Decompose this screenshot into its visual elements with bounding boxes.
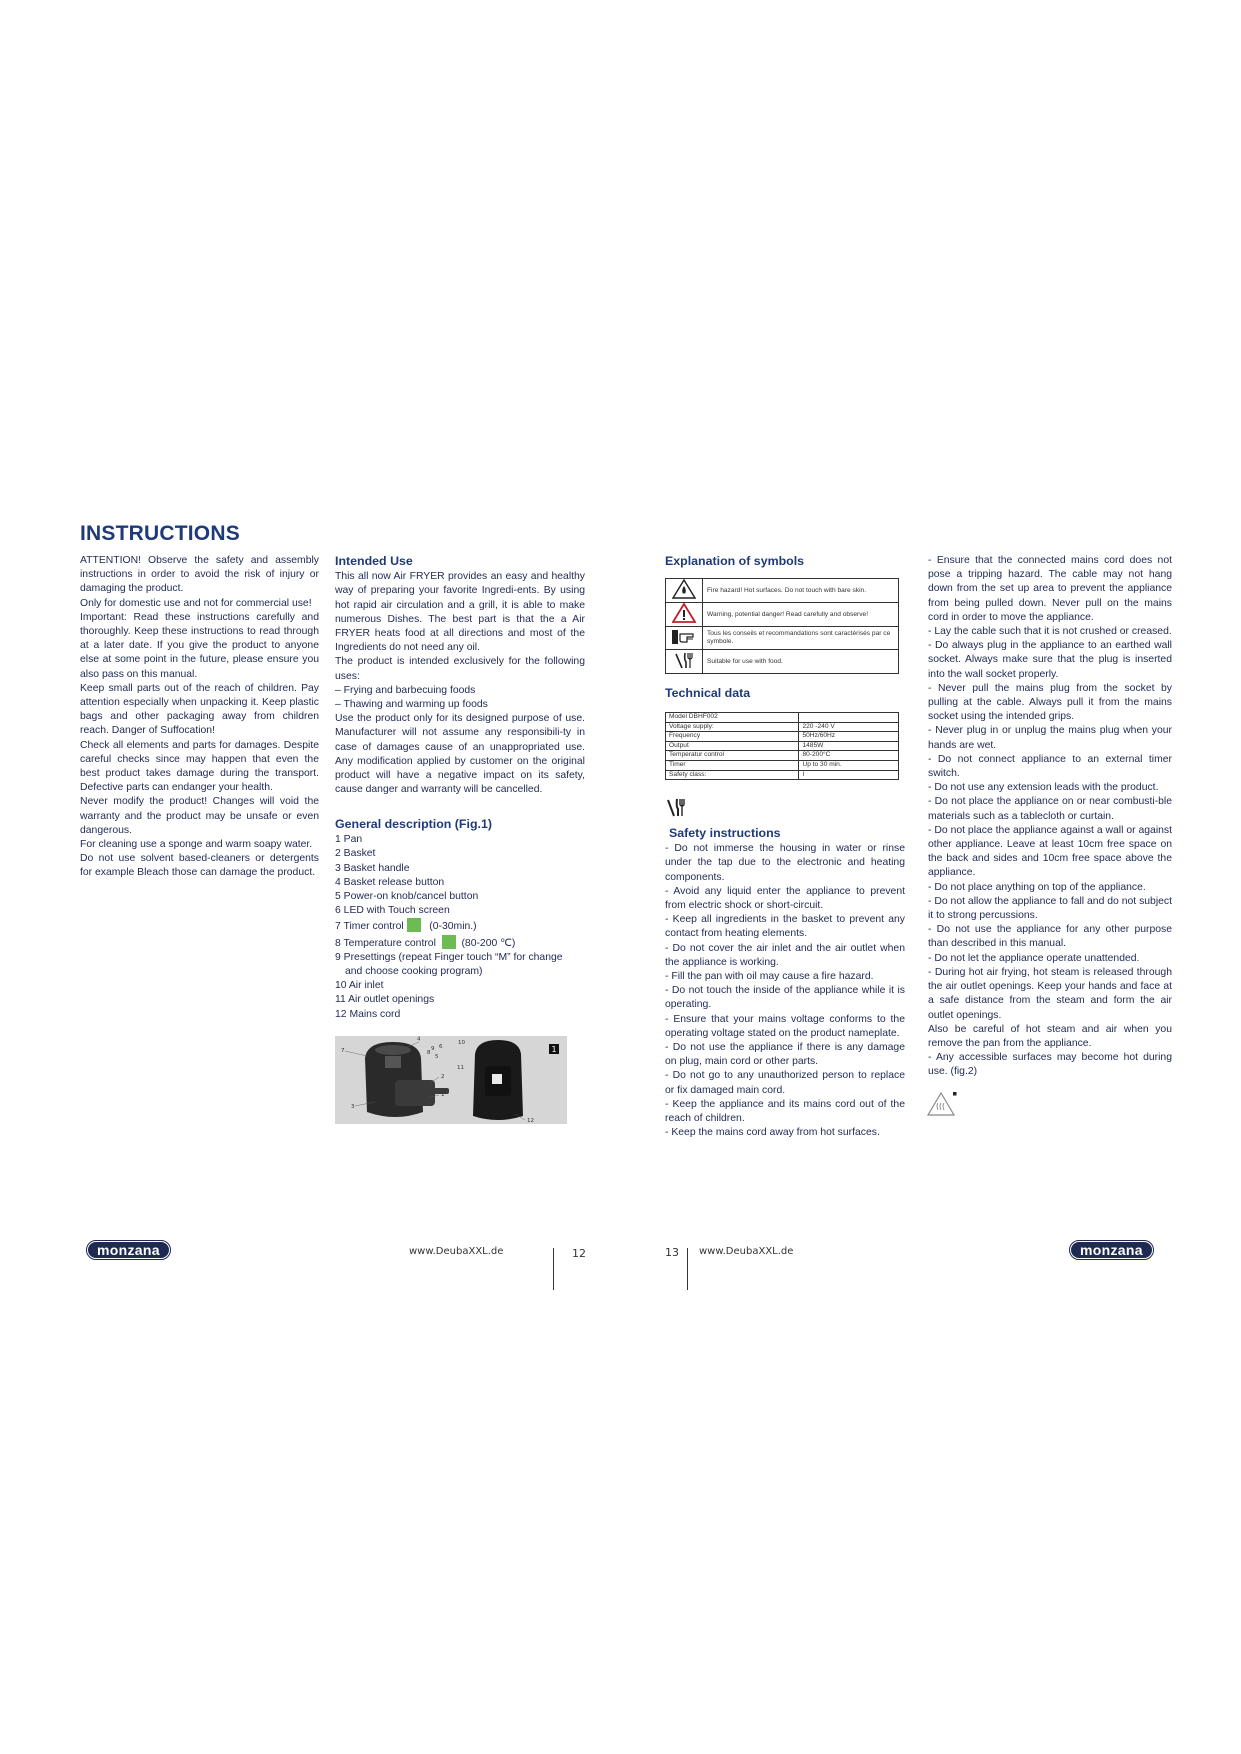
symbol-row	[666, 579, 899, 603]
symbols-heading: Explanation of symbols	[665, 554, 805, 568]
safety-item: - Ensure that your mains voltage conforms to the operating voltage stated on the product nameplate.	[665, 1013, 905, 1039]
fire-hazard-icon	[672, 579, 696, 599]
safety-item: - Keep the mains cord away from hot surfaces.	[665, 1127, 880, 1139]
tech-label: Voltage supply:	[666, 722, 799, 732]
tech-label: Temperatur control	[666, 751, 799, 761]
callout-number: 10	[458, 1040, 465, 1046]
safety-item: - Any accessible surfaces may become hot during use. (fig.2)	[928, 1052, 1172, 1078]
brand-logo-right	[1069, 1240, 1154, 1260]
safety-item: - Do not place the appliance against a wall or against other appliance. Leave at least 10cm free space on the back and sides and 10cm free space above the appliance.	[928, 824, 1172, 879]
symbol-row	[666, 603, 899, 627]
tech-value: I	[799, 770, 899, 780]
safety-item: - Do not place the appliance on or near combusti-ble materials such as a tablecloth or curtain.	[928, 796, 1172, 822]
use-thawing: – Thawing and warming up foods	[335, 699, 488, 711]
paragraph-domestic: Only for domestic use and not for commercial use!	[80, 597, 312, 609]
temperature-range: (80-200 ℃)	[461, 937, 516, 949]
symbol-icon-cell	[666, 579, 703, 603]
paragraph-attention: ATTENTION! Observe the safety and assembly instructions in order to avoid the risk of injury or damaging the product.	[80, 555, 319, 595]
callout-number: 4	[417, 1036, 421, 1043]
column-safety-continued	[928, 554, 1172, 1080]
part-item: 1 Pan	[335, 834, 363, 846]
brand-logo-text: monzana	[88, 1242, 169, 1258]
tech-label: Model DBHF002	[666, 713, 799, 723]
paragraph-important: Important: Read these instructions carefully and thoroughly. Keep these instructions to read through at a later date. If you give the product to anyone else at some point in the future, please ensure you also pass on this manual.	[80, 611, 319, 680]
technical-data-table	[665, 712, 899, 780]
part-item: 11 Air outlet openings	[335, 994, 435, 1006]
safety-item: - Keep all ingredients in the basket to prevent any contact from heating elements.	[665, 914, 905, 940]
safety-heading: Safety instructions	[669, 826, 781, 840]
tech-row	[666, 722, 899, 732]
page-divider	[687, 1248, 688, 1290]
tech-row	[666, 751, 899, 761]
safety-item: - Do not cover the air inlet and the air outlet when the appliance is working.	[665, 942, 905, 968]
part-item: and choose cooking program)	[345, 966, 483, 978]
symbol-icon-cell	[666, 627, 703, 650]
symbol-text: Tous les conseils et recommandations sont caractérisés par ce symbole.	[703, 627, 899, 650]
safety-item: - During hot air frying, hot steam is released through the air outlet openings. Keep your hands and face at a safe distance from the steam and form the air outlet openings.	[928, 966, 1172, 1021]
safety-item: - Never plug in or unplug the mains plug when your hands are wet.	[928, 725, 1172, 751]
symbol-icon-cell	[666, 603, 703, 627]
symbols-table	[665, 578, 899, 674]
column-attention	[80, 554, 319, 881]
footer-url-right[interactable]: www.DeubaXXL.de	[699, 1246, 794, 1257]
paragraph-small-parts: Keep small parts out of the reach of children. Pay attention especially when unpacking it. Keep plastic bags and other packaging away from children reach. Danger of Suffocation!	[80, 682, 319, 737]
tech-value: 1485W	[799, 741, 899, 751]
tech-label: Output	[666, 741, 799, 751]
safety-item: - Do not go to any unauthorized person to replace or fix damaged main cord.	[665, 1070, 905, 1096]
symbol-row	[666, 650, 899, 674]
food-safe-icon	[673, 650, 695, 670]
technical-data-heading: Technical data	[665, 686, 751, 700]
tech-label: Frequency	[666, 732, 799, 742]
page-divider	[553, 1248, 554, 1290]
temperature-label: 8 Temperature control	[335, 937, 436, 949]
paragraph-solvent: Do not use solvent based-cleaners or detergents for example Bleach those can damage the product.	[80, 853, 319, 879]
paragraph-intended-1: This all now Air FRYER provides an easy and healthy way of preparing your favorite Ingredi-ents. By using hot rapid air circulation and a grill, it is able to make numerous Dishes. The best part is that the a Air FRYER heats food at all directions and most of the Ingredients do not need any oil.	[335, 571, 585, 654]
tech-value	[799, 713, 899, 723]
part-item: 9 Presettings (repeat Finger touch “M” for change	[335, 951, 563, 963]
part-item: 3 Basket handle	[335, 862, 410, 874]
tech-row	[666, 741, 899, 751]
safety-instructions	[665, 826, 905, 1140]
safety-item: Also be careful of hot steam and air when you remove the pan from the appliance.	[928, 1023, 1172, 1049]
tech-row	[666, 713, 899, 723]
tech-label: Safety class:	[666, 770, 799, 780]
tech-value: 80-200°C	[799, 751, 899, 761]
figure-1-air-fryer	[335, 1036, 567, 1124]
hot-surface-icon	[927, 1090, 959, 1118]
safety-item: - Do not place anything on top of the appliance.	[928, 881, 1146, 893]
brand-logo-left	[86, 1240, 171, 1260]
safety-item: - Fill the pan with oil may cause a fire hazard.	[665, 971, 874, 983]
paragraph-cleaning: For cleaning use a sponge and warm soapy water.	[80, 839, 313, 851]
safety-item: - Do not use any extension leads with the product.	[928, 782, 1159, 794]
callout-number: 9	[431, 1046, 435, 1052]
timer-touch-icon	[407, 918, 421, 932]
safety-item: - Never pull the mains plug from the socket by pulling at the cable. Always pull it from the mains socket using the intended grips.	[928, 682, 1172, 723]
brand-logo-text: monzana	[1071, 1242, 1152, 1258]
safety-item: - Do not connect appliance to an external timer switch.	[928, 753, 1172, 780]
column-intended-use	[335, 554, 585, 797]
footer-url-left[interactable]: www.DeubaXXL.de	[409, 1246, 504, 1257]
general-description	[335, 817, 595, 1022]
temperature-touch-icon	[442, 935, 456, 949]
safety-item: - Lay the cable such that it is not crushed or creased.	[928, 626, 1172, 638]
safety-item: - Avoid any liquid enter the appliance to prevent from electric shock or short-circuit.	[665, 885, 905, 912]
tech-row	[666, 760, 899, 770]
safety-item: - Do always plug in the appliance to an earthed wall socket. Always make sure that the plug is inserted into the wall socket properly.	[928, 640, 1172, 680]
warning-icon	[672, 603, 696, 623]
safety-item: - Do not allow the appliance to fall and do not subject it to strong percussions.	[928, 895, 1172, 922]
callout-number: 6	[439, 1044, 443, 1050]
general-description-heading: General description (Fig.1)	[335, 817, 492, 831]
callout-number: 5	[435, 1054, 439, 1060]
safety-item: - Do not touch the inside of the appliance while it is operating.	[665, 985, 905, 1011]
manual-icon	[671, 628, 697, 646]
air-fryer-illustration	[335, 1036, 567, 1124]
symbol-row	[666, 627, 899, 650]
callout-number: 7	[341, 1048, 345, 1054]
paragraph-intended-2: The product is intended exclusively for the following uses:	[335, 656, 585, 682]
safety-item: - Ensure that the connected mains cord does not pose a tripping hazard. The cable may not hang down from the set up area to prevent the appliance from being pulled down. Never pull on the mains cord in order to move the appliance.	[928, 555, 1172, 623]
part-item: 5 Power-on knob/cancel button	[335, 891, 479, 903]
intended-use-heading: Intended Use	[335, 554, 413, 568]
safety-item: - Do not use the appliance if there is any damage on plug, main cord or other parts.	[665, 1042, 905, 1068]
part-item: 12 Mains cord	[335, 1008, 401, 1020]
timer-label: 7 Timer control	[335, 921, 404, 933]
callout-number: 12	[527, 1118, 534, 1124]
symbol-icon-cell	[666, 650, 703, 674]
symbol-text: Warning, potential danger! Read carefully and observe!	[703, 603, 899, 627]
part-item-timer	[335, 918, 595, 934]
page-number-right: 13	[665, 1246, 679, 1259]
part-item: 2 Basket	[335, 848, 376, 860]
callout-number: 8	[427, 1050, 431, 1056]
timer-range: (0-30min.)	[429, 921, 477, 933]
callout-number: 2	[441, 1074, 445, 1080]
tech-row	[666, 770, 899, 780]
paragraph-intended-3: Use the product only for its designed purpose of use. Manufacturer will not assume any responsibili-ty in case of damages cause of an unappropriated use. Any modification applied by customer on the original product will have a negative impact on its safety, cause danger and warranty will be cancelled.	[335, 713, 585, 796]
page-title: INSTRUCTIONS	[80, 522, 240, 545]
callout-number: 1	[441, 1092, 445, 1098]
tech-label: Timer	[666, 760, 799, 770]
tech-value: 50Hz/60Hz	[799, 732, 899, 742]
part-item: 10 Air inlet	[335, 980, 384, 992]
part-item-temperature	[335, 935, 595, 951]
tech-value: Up to 30 min.	[799, 760, 899, 770]
callout-number: 3	[351, 1104, 355, 1110]
paragraph-never-modify: Never modify the product! Changes will void the warranty and the product may be unsafe or even dangerous.	[80, 796, 319, 836]
symbol-text: Suitable for use with food.	[703, 650, 899, 674]
use-frying: – Frying and barbecuing foods	[335, 684, 476, 696]
part-item: 6 LED with Touch screen	[335, 905, 450, 917]
figure-badge: 1	[551, 1045, 557, 1054]
paragraph-check-damage: Check all elements and parts for damages. Despite careful checks since may happen that even the best product takes damage during the transport. Defective parts can endanger your health.	[80, 739, 319, 794]
safety-item: - Do not use the appliance for any other purpose than described in this manual.	[928, 924, 1172, 950]
symbol-text: Fire hazard! Hot surfaces. Do not touch with bare skin.	[703, 579, 899, 603]
callout-number: 11	[457, 1065, 464, 1071]
tech-value: 220 -240 V	[799, 722, 899, 732]
safety-item: - Do not immerse the housing in water or rinse under the tap due to the electronic and heating components.	[665, 843, 905, 883]
page-number-left: 12	[572, 1247, 586, 1260]
tech-row	[666, 732, 899, 742]
safety-item: - Keep the appliance and its mains cord out of the reach of children.	[665, 1098, 905, 1125]
part-item: 4 Basket release button	[335, 876, 445, 888]
safety-item: - Do not let the appliance operate unattended.	[928, 952, 1140, 964]
food-safe-icon	[665, 796, 687, 818]
